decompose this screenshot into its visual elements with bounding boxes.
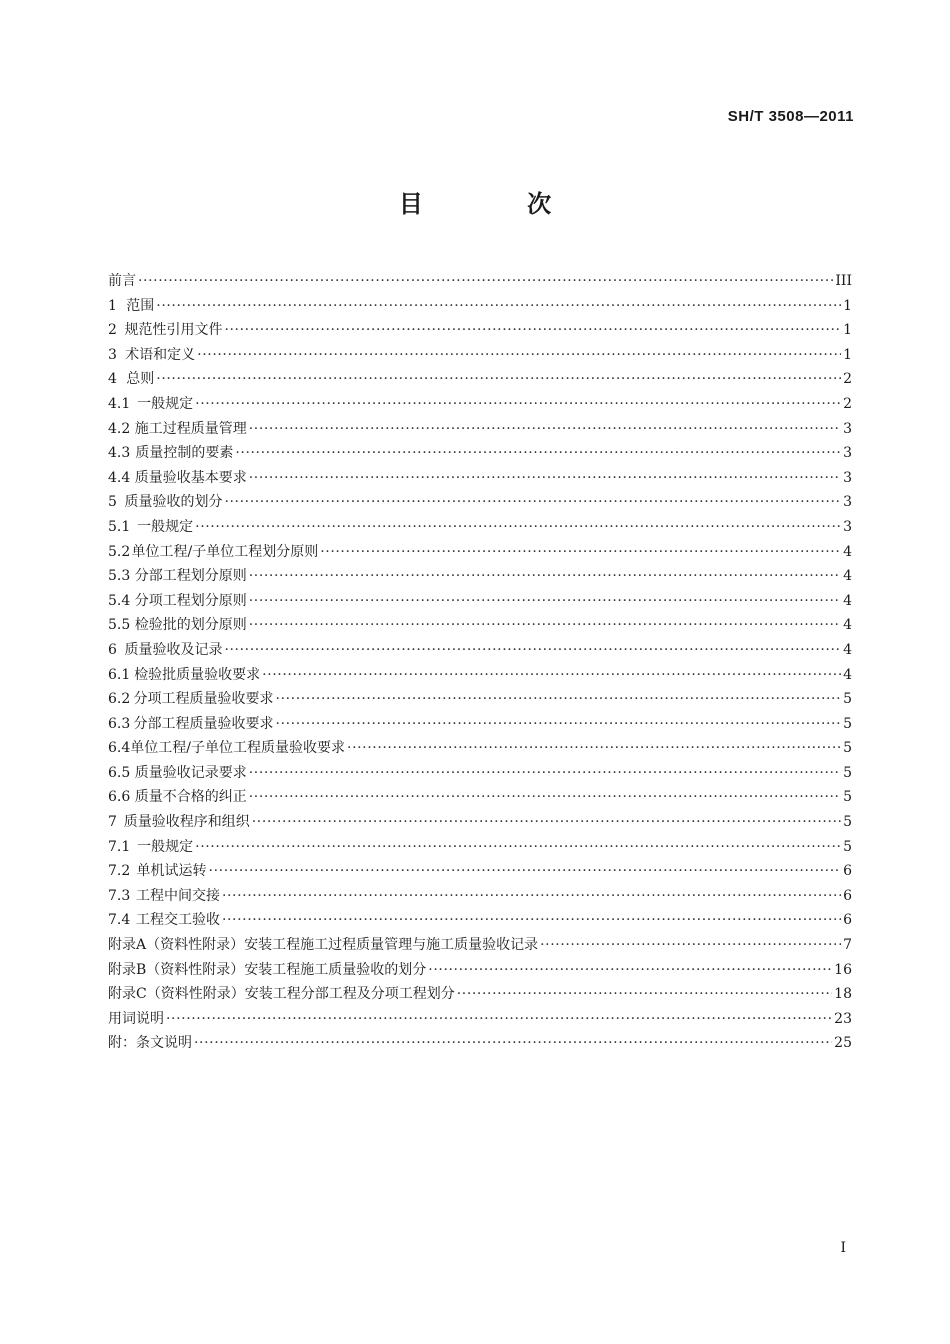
toc-entry-number: 7.1: [108, 838, 131, 855]
toc-entry-number: 6.1: [108, 666, 131, 683]
toc-entry-title: 单位工程/子单位工程划分原则: [131, 543, 319, 560]
toc-entry-number: 6.5: [108, 764, 131, 781]
toc-entry-page: 6: [843, 863, 852, 880]
toc-entry-title: 附录C（资料性附录）安装工程分部工程及分项工程划分: [108, 986, 455, 1003]
toc-entry-page: 6: [843, 912, 852, 929]
page-title: 目 次: [398, 190, 600, 218]
toc-entry-page: 18: [834, 986, 852, 1003]
toc-entry-number: 7.4: [108, 912, 131, 929]
toc-entry-page: 7: [843, 937, 852, 954]
toc-leader-dots: [235, 445, 841, 461]
toc-entry[interactable]: [108, 270, 852, 295]
toc-leader-dots: [249, 470, 841, 486]
toc-entry-number: 7.3: [108, 887, 131, 904]
toc-leader-dots: [428, 962, 832, 978]
toc-entry-page: 25: [834, 1035, 852, 1052]
toc-entry[interactable]: [108, 516, 852, 541]
toc-leader-dots: [222, 912, 841, 928]
toc-entry-title: 前言: [108, 273, 136, 289]
toc-entry[interactable]: [108, 983, 852, 1008]
toc-entry-page: 5: [843, 691, 852, 708]
toc-entry-title: 分项工程划分原则: [134, 592, 247, 609]
toc-leader-dots: [457, 986, 832, 1002]
toc-entry-number: 6.4: [108, 740, 131, 757]
toc-leader-dots: [540, 937, 841, 953]
toc-entry[interactable]: [108, 762, 852, 787]
toc-entry-title: 质量验收记录要求: [134, 764, 247, 781]
toc-entry[interactable]: [108, 393, 852, 418]
toc-entry-number: 4: [108, 371, 117, 388]
toc-entry-number: 4.2: [108, 420, 131, 437]
toc-entry-number: 1: [108, 297, 117, 314]
toc-entry-title: 范围: [126, 297, 155, 314]
toc-entry-page: 3: [843, 518, 852, 535]
toc-entry[interactable]: [108, 860, 852, 885]
toc-entry-title: 分项工程质量验收要求: [133, 691, 274, 708]
toc-leader-dots: [252, 814, 841, 830]
toc-entry-page: 5: [843, 764, 852, 781]
toc-entry-title: 分部工程质量验收要求: [133, 715, 274, 732]
toc-entry-page: 1: [843, 322, 852, 339]
toc-entry-number: 5: [108, 494, 117, 511]
toc-entry-number: 6.3: [108, 715, 131, 732]
toc-entry-title: 质量验收的划分: [124, 494, 223, 511]
toc-entry[interactable]: [108, 737, 852, 762]
toc-entry-number: 4.1: [108, 395, 131, 412]
toc-entry[interactable]: [108, 934, 852, 959]
toc-leader-dots: [224, 642, 841, 658]
toc-entry-page: III: [835, 273, 852, 289]
toc-leader-dots: [197, 347, 841, 363]
toc-entry-number: 2: [108, 322, 117, 339]
toc-leader-dots: [249, 568, 841, 584]
toc-entry-title: 一般规定: [137, 395, 194, 412]
toc-leader-dots: [249, 765, 841, 781]
table-of-contents: [108, 270, 852, 1057]
toc-entry-title: 附录A（资料性附录）安装工程施工过程质量管理与施工质量验收记录: [108, 937, 539, 954]
toc-entry[interactable]: [108, 319, 852, 344]
toc-entry[interactable]: [108, 664, 852, 689]
toc-entry[interactable]: [108, 688, 852, 713]
toc-entry[interactable]: [108, 418, 852, 443]
toc-entry[interactable]: [108, 959, 852, 984]
toc-leader-dots: [249, 593, 841, 609]
toc-entry-page: 3: [843, 494, 852, 511]
toc-entry-number: 6.2: [108, 691, 131, 708]
toc-leader-dots: [195, 396, 841, 412]
toc-entry-title: 规范性引用文件: [124, 322, 223, 339]
toc-entry-title: 单机试运转: [136, 863, 207, 880]
toc-entry-number: 5.2: [108, 543, 131, 560]
toc-entry[interactable]: [108, 639, 852, 664]
toc-entry-title: 质量控制的要素: [135, 445, 234, 462]
toc-leader-dots: [320, 544, 841, 560]
toc-entry-page: 4: [843, 641, 852, 658]
toc-entry-number: 5.1: [108, 518, 131, 535]
toc-entry-page: 5: [843, 838, 852, 855]
toc-entry[interactable]: [108, 713, 852, 738]
toc-entry-title: 质量验收基本要求: [134, 469, 247, 486]
toc-entry[interactable]: [108, 811, 852, 836]
toc-entry[interactable]: [108, 614, 852, 639]
toc-entry-page: 2: [843, 395, 852, 412]
toc-entry[interactable]: [108, 590, 852, 615]
toc-entry[interactable]: [108, 491, 852, 516]
toc-entry[interactable]: [108, 1032, 852, 1057]
toc-entry-page: 3: [843, 420, 852, 437]
toc-leader-dots: [276, 691, 842, 707]
toc-entry-page: 1: [843, 297, 852, 314]
toc-entry-title: 质量不合格的纠正: [134, 789, 247, 806]
toc-entry[interactable]: [108, 1008, 852, 1033]
toc-entry-title: 分部工程划分原则: [134, 568, 247, 585]
toc-entry[interactable]: [108, 885, 852, 910]
toc-leader-dots: [138, 273, 833, 289]
toc-entry-page: 4: [843, 592, 852, 609]
toc-leader-dots: [249, 421, 841, 437]
toc-entry[interactable]: [108, 909, 852, 934]
toc-entry-number: 3: [108, 346, 117, 363]
toc-entry-page: 1: [843, 346, 852, 363]
toc-entry[interactable]: [108, 368, 852, 393]
toc-leader-dots: [249, 617, 841, 633]
toc-entry-number: 4.4: [108, 469, 131, 486]
toc-entry-page: 4: [843, 568, 852, 585]
toc-entry-title: 质量验收程序和组织: [123, 814, 250, 831]
toc-leader-dots: [249, 789, 841, 805]
toc-entry-page: 2: [843, 371, 852, 388]
toc-entry-number: 6: [108, 641, 117, 658]
toc-entry[interactable]: [108, 344, 852, 369]
toc-entry[interactable]: [108, 836, 852, 861]
toc-entry[interactable]: [108, 565, 852, 590]
toc-entry-title: 工程中间交接: [135, 887, 220, 904]
toc-entry-page: 23: [834, 1010, 852, 1027]
toc-entry-title: 工程交工验收: [135, 912, 220, 929]
toc-entry[interactable]: [108, 442, 852, 467]
toc-entry-title: 术语和定义: [125, 346, 196, 363]
toc-entry-page: 5: [843, 715, 852, 732]
toc-entry-page: 4: [843, 617, 852, 634]
toc-leader-dots: [194, 1035, 832, 1051]
toc-entry-page: 5: [843, 814, 852, 831]
page-folio: I: [840, 1240, 846, 1256]
toc-entry-title: 检验批的划分原则: [134, 617, 247, 634]
toc-entry-page: 16: [834, 961, 852, 978]
toc-entry-title: 质量验收及记录: [124, 641, 223, 658]
toc-entry-page: 3: [843, 469, 852, 486]
toc-leader-dots: [347, 740, 841, 756]
toc-entry[interactable]: [108, 467, 852, 492]
toc-entry-title: 施工过程质量管理: [134, 420, 247, 437]
toc-entry[interactable]: [108, 295, 852, 320]
toc-entry-title: 附录B（资料性附录）安装工程施工质量验收的划分: [108, 961, 427, 978]
toc-leader-dots: [195, 839, 841, 855]
toc-leader-dots: [166, 1011, 832, 1027]
toc-entry-title: 检验批质量验收要求: [134, 666, 261, 683]
toc-entry-number: 6.6: [108, 789, 131, 806]
toc-entry-number: 5.5: [108, 617, 131, 634]
toc-entry-title: 附：条文说明: [108, 1035, 192, 1052]
toc-entry-title: 用词说明: [108, 1010, 164, 1027]
toc-entry-number: 4.3: [108, 445, 131, 462]
toc-entry-page: 5: [843, 740, 852, 757]
toc-entry-page: 6: [843, 887, 852, 904]
toc-entry-page: 4: [843, 666, 852, 683]
toc-entry-title: 总则: [126, 371, 155, 388]
toc-leader-dots: [276, 716, 842, 732]
toc-leader-dots: [262, 667, 841, 683]
toc-entry-title: 一般规定: [137, 518, 194, 535]
toc-leader-dots: [224, 494, 841, 510]
toc-entry-page: 4: [843, 543, 852, 560]
toc-entry-title: 单位工程/子单位工程质量验收要求: [130, 740, 346, 757]
toc-leader-dots: [156, 298, 841, 314]
toc-leader-dots: [156, 371, 841, 387]
toc-entry-number: 7.2: [108, 863, 131, 880]
toc-leader-dots: [195, 519, 841, 535]
toc-entry-title: 一般规定: [137, 838, 194, 855]
toc-leader-dots: [209, 863, 842, 879]
toc-entry-page: 3: [843, 445, 852, 462]
toc-entry-page: 5: [843, 789, 852, 806]
toc-entry-number: 7: [108, 814, 117, 831]
toc-entry[interactable]: [108, 786, 852, 811]
standard-code: SH/T 3508—2011: [727, 108, 854, 125]
toc-leader-dots: [222, 888, 841, 904]
toc-leader-dots: [224, 322, 841, 338]
toc-entry[interactable]: [108, 541, 852, 566]
toc-entry-number: 5.3: [108, 568, 131, 585]
toc-entry-number: 5.4: [108, 592, 131, 609]
